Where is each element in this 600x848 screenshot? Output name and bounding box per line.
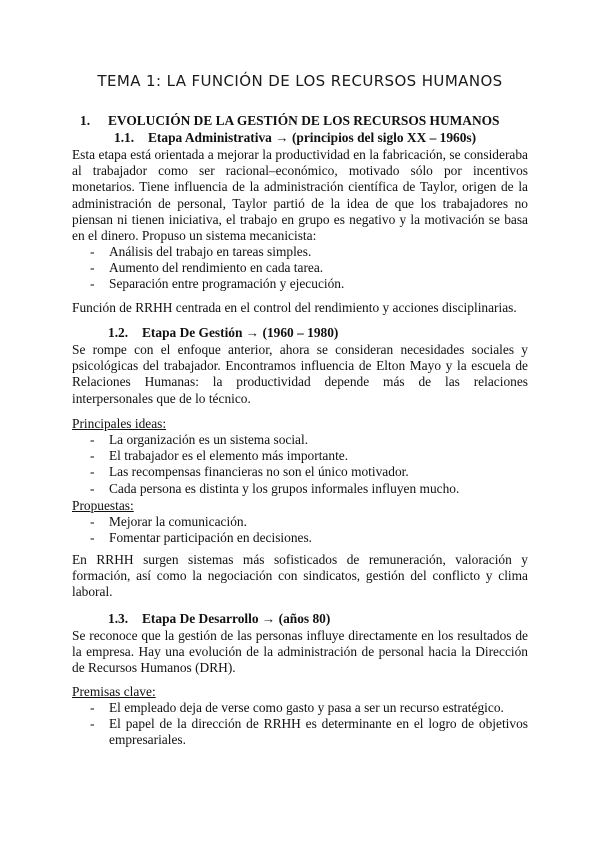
label-propuestas: Propuestas: <box>72 498 134 513</box>
subsection-heading-text: Etapa De Gestión → (1960 – 1980) <box>142 325 339 340</box>
list-item: - La organización es un sistema social. <box>90 432 309 447</box>
label-principales-ideas: Principales ideas: <box>72 416 167 431</box>
subsection-number: 1.2. <box>108 325 129 340</box>
list-item: - El trabajador es el elemento más importante. <box>90 448 349 464</box>
subsection-heading-1-2 <box>108 325 338 341</box>
list-item: - Fomentar participación en decisiones. <box>90 530 313 546</box>
section-number: 1. <box>80 113 91 128</box>
list-item: - Mejorar la comunicación. <box>90 514 247 529</box>
bullet-list-taylor <box>72 244 528 293</box>
label-premisas-clave: Premisas clave: <box>72 684 156 699</box>
list-item: - El papel de la dirección de RRHH es determinante en el logro de objetivos empresariales. <box>90 716 528 748</box>
list-item: - Separación entre programación y ejecución. <box>90 276 345 292</box>
subsection-number: 1.1. <box>114 130 135 145</box>
paragraph-etapa-desarrollo: Se reconoce que la gestión de las personas influye directamente en los resultados de la empresa. Hay una evolución de la administración de personal hacia la Dirección de Recursos Humanos (DRH). <box>72 628 528 676</box>
list-item: - Las recompensas financieras no son el único motivador. <box>90 464 409 480</box>
section-heading-text: EVOLUCIÓN DE LA GESTIÓN DE LOS RECURSOS HUMANOS <box>108 113 500 128</box>
subsection-number: 1.3. <box>108 611 129 626</box>
section-heading <box>80 113 500 129</box>
subsection-heading-1-3 <box>108 611 330 627</box>
bullet-list-propuestas <box>72 514 528 546</box>
list-item: - Cada persona es distinta y los grupos informales influyen mucho. <box>90 480 460 496</box>
document-title: TEMA 1: LA FUNCIÓN DE LOS RECURSOS HUMANOS <box>97 72 503 90</box>
bullet-list-premisas <box>72 700 528 749</box>
list-item: - El empleado deja de verse como gasto y pasa a ser un recurso estratégico. <box>90 700 504 715</box>
list-item: - Aumento del rendimiento en cada tarea. <box>90 260 324 276</box>
paragraph-funcion-rrhh: Función de RRHH centrada en el control del rendimiento y acciones disciplinarias. <box>72 300 517 315</box>
bullet-list-ideas <box>72 432 528 497</box>
list-item: - Análisis del trabajo en tareas simples. <box>90 244 312 259</box>
subsection-heading-text: Etapa Administrativa → (principios del siglo XX – 1960s) <box>148 130 477 145</box>
paragraph-etapa-administrativa: Esta etapa está orientada a mejorar la productividad en la fabricación, se consideraba al trabajador como ser racional–económico, motivado sólo por incentivos monetarios. Tiene influencia de la administración científica de Taylor, origen de la administración de personal, Taylor partió de la idea de que los trabajadores no piensan ni tienen iniciativa, el trabajo en grupo es negativo y la motivación se basa en el dinero. Propuso un sistema mecanicista: <box>72 147 528 244</box>
subsection-heading-text: Etapa De Desarrollo → (años 80) <box>142 611 331 626</box>
paragraph-etapa-gestion: Se rompe con el enfoque anterior, ahora se consideran necesidades sociales y psicológicas del trabajador. Encontramos influencia de Elton Mayo y la escuela de Relaciones Humanas: la productividad depende más de las relaciones interpersonales que de lo técnico. <box>72 342 528 406</box>
paragraph-rrhh-sistemas: En RRHH surgen sistemas más sofisticados de remuneración, valoración y formación, así como la negociación con sindicatos, gestión del conflicto y clima laboral. <box>72 552 528 600</box>
subsection-heading-1-1 <box>114 130 476 146</box>
